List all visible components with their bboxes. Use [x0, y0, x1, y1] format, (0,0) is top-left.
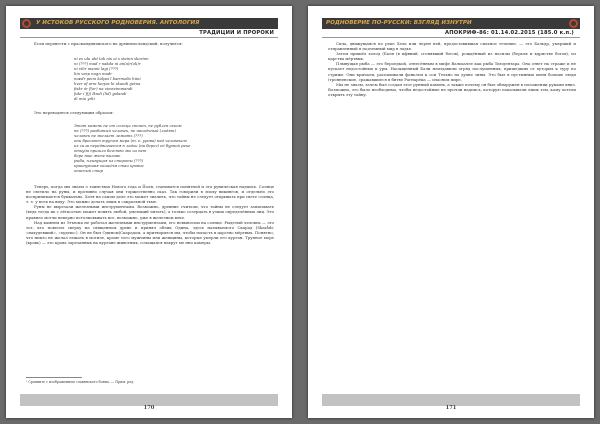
left-intro	[26, 41, 274, 46]
verse-line: бере вше жене вызове	[74, 153, 121, 158]
verse-line: fukr í f(j) lkndi (lid) galandi	[74, 91, 127, 96]
transition-paragraph: Это переводится следующим образом:	[34, 110, 114, 115]
left-body-text	[26, 184, 274, 245]
verse-line: mædr peim kolpai l bærmoðo hüni	[74, 76, 141, 81]
right-footer-bar	[322, 394, 580, 411]
verse-line: fiskr ór f(or) na vimsvimmandi	[74, 86, 133, 91]
verse-line: ni (???) mad r nakda ni an(a)r(ok)r	[74, 61, 141, 66]
left-header-rule	[20, 37, 278, 38]
verse-line: ni es ulu ukt tok nis oi s steinn skorinn	[74, 56, 149, 61]
left-section-title: ТРАДИЦИИ И ПРОРОКИ	[199, 30, 274, 36]
verse-line: опасный стир	[74, 168, 103, 173]
right-header-rule	[322, 37, 580, 38]
left-header-bar	[20, 18, 278, 29]
page-number: 171	[445, 405, 457, 411]
verse-line: их сила передвигается в ладьи (на берег) её бурной реке	[74, 143, 191, 148]
body-paragraph: Сила, движущаяся по реке Хель или черен ней, предоставившая сильное течение, — это Бальдр, умерший и отправленный в подземный мир в ладье.	[328, 41, 576, 52]
emblem-icon	[22, 19, 31, 28]
verse-line: откуда пришло бегство мы из нет	[74, 148, 147, 153]
right-page	[308, 6, 594, 418]
verse-line: они бросают трупом мера (т. е. урова) над человеком	[74, 138, 187, 143]
right-header-bar	[322, 18, 580, 29]
emblem-icon	[569, 19, 578, 28]
right-section-title: АПОКРИФ-86: 01.14.02.2015 (185.0 к.п.)	[445, 30, 574, 36]
verse-line: di miu yrki	[74, 96, 95, 101]
verse-line: крикнувшая хошедья стаи кровое	[74, 163, 144, 168]
left-footer-bar	[20, 394, 278, 411]
body-paragraph: Над камнем из Эгъюма не работал железными инструментами, его невыносим на солнце. Рыдетый человек — это тот, кто повесил сверху на священном древе и принял облик Одина, здесь называемого Скарад (Skarådr, «нахудевший», «худеш»). Он не был Одином(Скарадом, а притворился им, чтобы попасть в царство мёртвых. Понятно, что никто не желал лежать в могиле, кроме того мужчины или женщины, которые умерли его курган. Трупное море (кровь) — это кровь зарезанных на кургане животных, сочащаяся вокруг ме нно камеры.	[26, 219, 274, 246]
verse-line: hver of arm herjas hi skandi getna	[74, 81, 141, 86]
body-paragraph: Затем пришёл холод (Баля (в ифвний, сгонявший богов), рождённый из насилы (берьля и вдристве богов), из царства мёртвых.	[328, 51, 576, 62]
body-paragraph: Руны не вырезали железными инструментами. Возможно, древние считали, что тайны не следует записывать (ведь тогда их с лёгкостью может понять любой, умеющий читать), а только созерцать в узких определённых лиц. Это правило могли неверно истолковывать все, возможно, уже в железном веке.	[26, 204, 274, 220]
intro-paragraph: Если перевести с праскандинавского на древнеисландский, получится:	[34, 41, 183, 46]
body-paragraph: Мы не знаем, зачем был создан этот рунный камень, а также почему он был обнаружен в положении руками вниз. Возможно, это было необходимо, чтобы недостойные не прочли надпись, которую показывали лишь тем, кому хотели открыть эту тайну.	[328, 81, 576, 97]
verse-line: hin varp nagn madr	[74, 71, 113, 76]
verse-line: ni vilir manni lagi (???)	[74, 66, 119, 71]
footnote-rule	[26, 377, 82, 378]
verse-line: человек не желает лежать (???)	[74, 133, 143, 138]
verse-line: Этот камень не от солнца стоит, не рублен секом	[74, 123, 182, 128]
left-running-title: У ИСТОКОВ РУССКОГО РОДНОВЕРИЯ. АНТОЛОГИЯ	[36, 20, 200, 26]
body-paragraph: Теперь, когда мы знаем о таинствах Нового года и Йоля, становится понятной и эта руническая надпись. Солнце не светило на руны, и противно случая они торжественно сказ. Так говорили в эпоху викингов, и отдельно это воспринимается буквально. Хотя на самом деле это может значить, что тайны не следует открывать при свете солнца, т. е. у всех на виду. Это можно делать лишь в сакральной тьме.	[26, 184, 274, 205]
footnote: ¹ Сравните с изображением славянского бояна. — Прим. ред.	[26, 380, 135, 384]
verse-line: не (???) разбитый человек, не насадчный (ладят)	[74, 128, 176, 133]
verse-line: рыба, плывущая из стороны (???)	[74, 158, 143, 163]
left-page	[6, 6, 292, 418]
russian-translation-verse	[74, 123, 272, 173]
left-transition	[26, 110, 274, 115]
old-norse-verse	[74, 56, 272, 101]
right-running-title: РОДНОВЕРИЕ ПО-РУССКИ: ВЗГЛЯД ИЗНУТРИ	[326, 20, 472, 26]
body-paragraph: Плывущая рыба — это бероедкой, отнесённым в мифе Вальхалле как рыба Тьюдентара. Она ответ на страже и не пускает недостойных к уры. Насыщенный Бали неиздавили огряд послушенных, пришедших от хуторых к туру по стриже. Они кричали, распахивали фаньлем к оси Тельно на духне зины. Это был в пустынных меня больше люди (тронненские, сражавшиеся в битве Рагнарёка — опасном пире.	[328, 61, 576, 82]
right-body-text	[328, 41, 576, 97]
page-number: 170	[143, 405, 155, 411]
